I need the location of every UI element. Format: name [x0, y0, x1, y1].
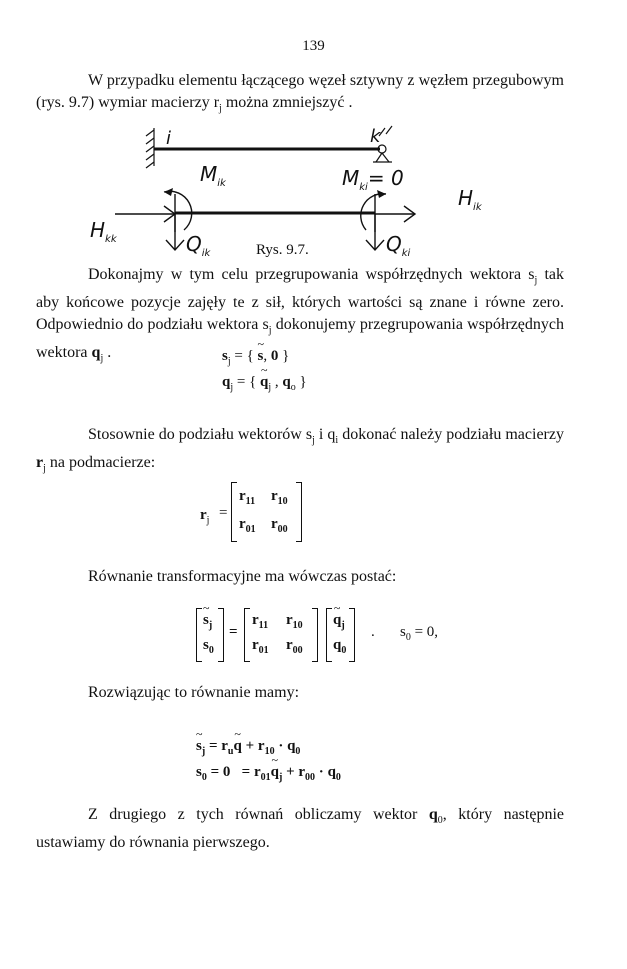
- label-H-ki: $H_{kk}$: [90, 218, 117, 245]
- paragraph-conclusion: Z drugiego z tych równań obliczamy wektor $q_0$, który następnie ustawiamy do równania pierwszego.: [36, 806, 564, 852]
- solution-2: $s_0 = 0$ = $r_{01}\sim$ $q_j + r_{00} \cdot q_0$: [196, 764, 341, 783]
- paragraph-solving: Rozwiązując to równanie mamy:: [88, 684, 300, 701]
- intro-paragraph: W przypadku elementu łączącego węzeł sztywny z węzłem przegubowym (rys. 9.7) wymiar macierzy $r_j$ można zmniejszyć .: [36, 72, 564, 115]
- label-M-ki: $M_{ki}= 0$: [342, 166, 404, 193]
- moment-ik-arc: [164, 191, 192, 230]
- page-number: 139: [302, 38, 325, 54]
- solution-1: ~ $s_j$ = $r_u\sim$ $q + r_{10} \cdot q_0$: [196, 738, 300, 757]
- paragraph-transform: Równanie transformacyjne ma wówczas postać:: [88, 568, 397, 585]
- paragraph-regroup: Dokonajmy w tym celu przegrupowania współrzędnych wektora $s_j$ tak aby końcowe pozycje zajęły te z sił, których wartości są znane i równe zero. Odpowiednio do podziału wektora $s_j$ dokonujemy przegrupowania współrzędnych wektora $q_j$ .: [36, 266, 565, 365]
- label-k: k: [370, 126, 381, 147]
- label-Q-ki: $Q_{ki}$: [386, 232, 411, 259]
- paragraph-partition: Stosownie do podziału wektorów $s_j$ i $q_i$ dokonać należy podziału macierzy $r_j$ na podmacierze:: [36, 426, 564, 475]
- label-Q-ik: $Q_{ik}$: [186, 232, 211, 259]
- label-M-ik: $M_{ik}$: [200, 162, 226, 189]
- equation-q: $q_j$ = { ~ $q_j$ , $q_o$ }: [222, 374, 307, 393]
- fixed-support-i: [146, 128, 154, 168]
- figure-caption: Rys. 9.7.: [256, 242, 309, 258]
- label-H-ik: $H_{ik}$: [458, 186, 482, 213]
- equation-s: $s_j$ = { ~ s, 0 }: [222, 348, 289, 367]
- label-i: i: [166, 128, 172, 149]
